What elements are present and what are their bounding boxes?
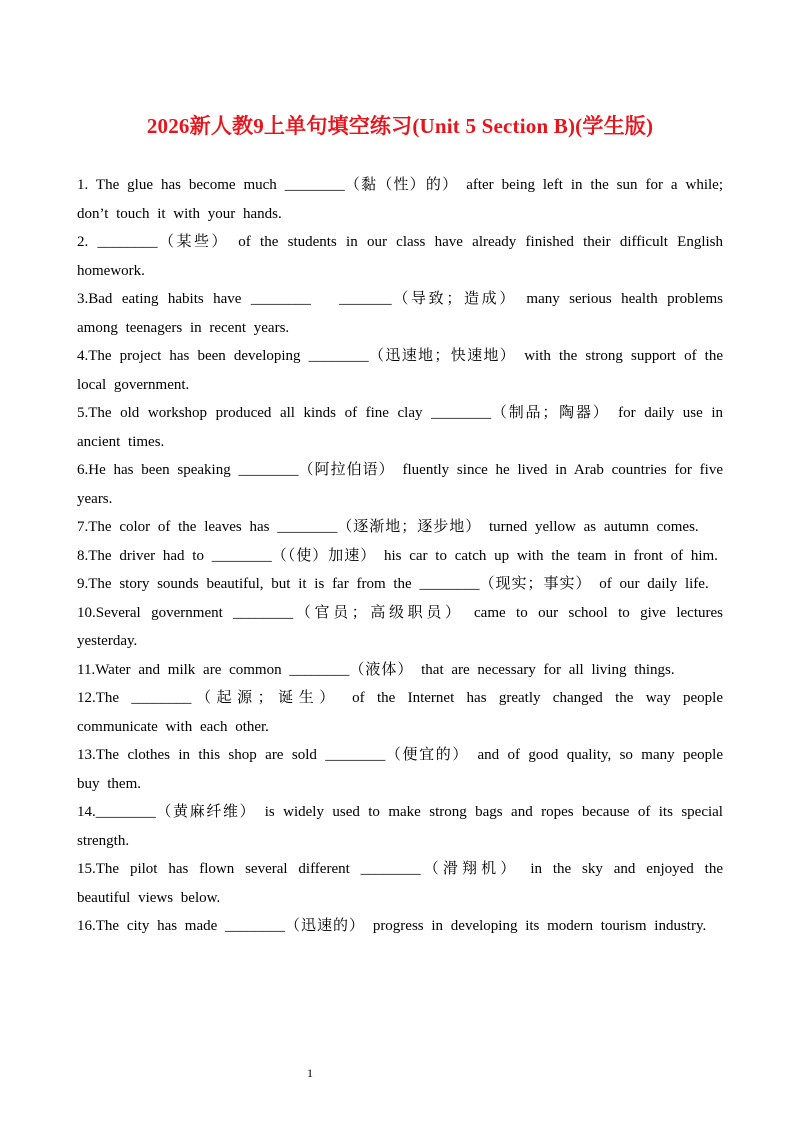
chinese-hint: （黏（性）的） [344, 177, 459, 193]
question-text-before: He has been speaking [88, 462, 239, 478]
question-item [77, 171, 723, 228]
answer-blank: ________ [233, 604, 294, 621]
question-text-before: Bad eating habits have [88, 291, 251, 307]
question-text-after: fluently since he lived in Arab countries for five years. [77, 462, 723, 507]
question-text-before: The glue has become much [95, 177, 285, 193]
question-text-before: The [95, 690, 132, 706]
chinese-hint: （迅速的） [285, 918, 366, 934]
page-number: 1 [307, 1066, 313, 1080]
question-item [77, 855, 723, 912]
chinese-hint: （导致；造成） [391, 291, 518, 307]
question-text-before: The city has made [95, 918, 226, 934]
question-item [77, 285, 723, 342]
question-item [77, 542, 723, 571]
question-number: 8. [77, 547, 89, 564]
question-text-before: The color of the leaves has [88, 519, 278, 535]
question-text-after: his car to catch up with the team in front of him. [376, 547, 718, 564]
answer-blank: ________ _______ [250, 291, 392, 307]
question-text-after: that are necessary for all living things. [413, 661, 675, 678]
question-text-after: of the Internet has greatly changed the way people communicate with each other. [77, 690, 723, 735]
answer-blank: ________ [238, 462, 299, 478]
question-text-after: is widely used to make strong bags and ropes because of its special strength. [77, 804, 723, 849]
chinese-hint: （黄麻纤维） [155, 804, 257, 820]
answer-blank: ________ [277, 519, 338, 535]
question-item [77, 228, 723, 285]
answer-blank: ________ [131, 690, 192, 706]
question-number: 16. [77, 918, 96, 934]
answer-blank: ________ [284, 177, 345, 193]
question-number: 13. [77, 747, 96, 763]
question-number: 11. [77, 661, 96, 678]
chinese-hint: （迅速地；快速地） [368, 348, 517, 364]
question-number: 5. [77, 405, 89, 421]
question-text-after: turned yellow as autumn comes. [481, 519, 699, 535]
question-number: 9. [77, 576, 89, 592]
question-number: 7. [77, 519, 89, 535]
question-item [77, 342, 723, 399]
question-item [77, 399, 723, 456]
answer-blank: ________ [431, 405, 492, 421]
answer-blank: ________ [360, 861, 421, 877]
chinese-hint: （液体） [349, 661, 414, 678]
chinese-hint: （便宜的） [385, 747, 470, 763]
answer-blank: ________ [325, 747, 386, 763]
question-number: 14. [77, 804, 96, 820]
chinese-hint: （逐渐地；逐步地） [337, 519, 482, 535]
chinese-hint: （现实；事实） [479, 576, 592, 592]
question-number: 12. [77, 690, 96, 706]
question-text-before: Water and milk are common [95, 661, 290, 678]
question-text-before: The clothes in this shop are sold [95, 747, 326, 763]
question-text-after: of the students in our class have already finished their difficult English homework. [77, 234, 723, 279]
question-list [77, 171, 723, 941]
question-number: 15. [77, 861, 96, 877]
answer-blank: ________ [225, 918, 286, 934]
question-item [77, 599, 723, 656]
chinese-hint: （起源；诞生） [191, 690, 340, 706]
chinese-hint: （阿拉伯语） [298, 462, 395, 478]
chinese-hint: （滑翔机） [420, 861, 520, 877]
question-text-after: in the sky and enjoyed the beautiful views below. [77, 861, 723, 906]
question-text-after: with the strong support of the local government. [77, 348, 723, 393]
question-text-before: The old workshop produced all kinds of fine clay [88, 405, 432, 421]
question-text-before: The pilot has flown several different [95, 861, 361, 877]
answer-blank: ________ [308, 348, 369, 364]
question-text-before: The project has been developing [88, 348, 309, 364]
question-text-before: Several government [95, 604, 234, 621]
question-text-after: after being left in the sun for a while; don’t touch it with your hands. [77, 177, 723, 222]
question-item [77, 656, 723, 685]
question-item [77, 798, 723, 855]
answer-blank: ________ [97, 234, 158, 250]
question-number: 3. [77, 291, 89, 307]
question-item [77, 741, 723, 798]
question-text-after: progress in developing its modern tourism industry. [365, 918, 707, 934]
question-item [77, 684, 723, 741]
answer-blank: ________ [289, 661, 350, 678]
question-item [77, 570, 723, 599]
question-item [77, 912, 723, 941]
chinese-hint: （（使）加速） [271, 547, 377, 564]
answer-blank: ________ [419, 576, 480, 592]
question-text-after: for daily use in ancient times. [77, 405, 723, 450]
answer-blank: ________ [95, 804, 156, 820]
question-text-before: The story sounds beautiful, but it is far from the [88, 576, 420, 592]
answer-blank: ________ [211, 547, 272, 564]
chinese-hint: （官员；高级职员） [293, 604, 464, 621]
question-number: 6. [77, 462, 89, 478]
question-text-after: many serious health problems among teenagers in recent years. [77, 291, 723, 336]
question-text-after: of our daily life. [591, 576, 709, 592]
question-number: 2. [77, 234, 98, 250]
question-item [77, 513, 723, 542]
question-text-after: came to our school to give lectures yesterday. [77, 604, 723, 649]
question-number: 4. [77, 348, 89, 364]
question-text-before: The driver had to [88, 547, 212, 564]
question-text-after: and of good quality, so many people buy them. [77, 747, 723, 792]
question-number: 10. [77, 604, 96, 621]
question-item [77, 456, 723, 513]
chinese-hint: （制品；陶器） [491, 405, 610, 421]
question-number: 1. [77, 177, 96, 193]
page-title: 2026新人教9上单句填空练习(Unit 5 Section B)(学生版) [146, 114, 654, 138]
chinese-hint: （某些） [157, 234, 230, 250]
